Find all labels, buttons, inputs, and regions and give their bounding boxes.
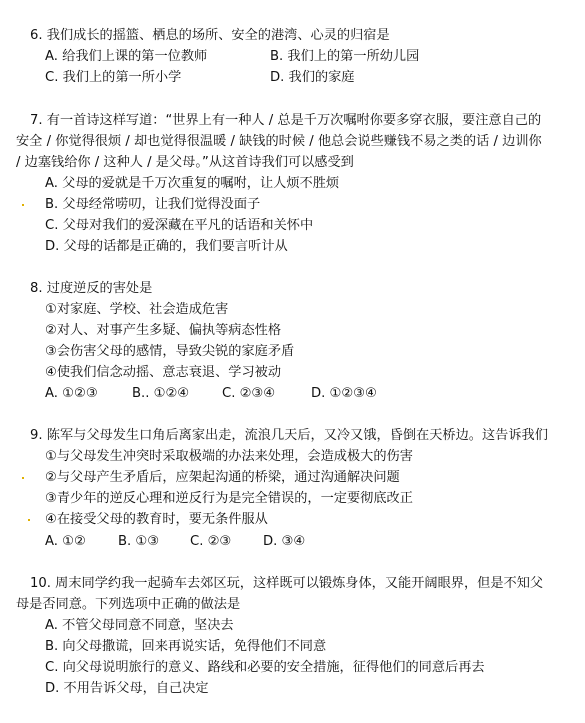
q10-option-b: B. 向父母撒谎，回来再说实话，免得他们不同意 — [45, 639, 327, 654]
q8-stem-line-1: 8. 过度逆反的害处是 — [30, 281, 153, 296]
stray-mark-q9-a — [22, 477, 24, 479]
q7-option-c: C. 父母对我们的爱深藏在平凡的话语和关怀中 — [45, 218, 314, 233]
q7-option-b: B. 父母经常唠叨，让我们觉得没面子 — [45, 197, 261, 212]
q7-option-a: A. 父母的爱就是千万次重复的嘱咐，让人烦不胜烦 — [45, 176, 340, 191]
stray-mark-q9-b — [28, 519, 30, 521]
q6-option-c: C. 我们上的第一所小学 — [45, 70, 182, 85]
q8-item-4: ④使我们信念动摇、意志衰退、学习被动 — [45, 365, 282, 380]
q9-option-a: A. ①② — [45, 534, 86, 549]
q7-option-d: D. 父母的话都是正确的，我们要言听计从 — [45, 239, 288, 254]
q9-stem-line-1: 9. 陈军与父母发生口角后离家出走，流浪几天后，又冷又饿，昏倒在天桥边。这告诉我们 — [30, 428, 548, 443]
q8-option-c: C. ②③④ — [222, 386, 276, 401]
q9-item-1: ①与父母发生冲突时采取极端的办法来处理，会造成极大的伤害 — [45, 449, 413, 464]
q6-option-a: A. 给我们上课的第一位教师 — [45, 49, 208, 64]
q8-item-3: ③会伤害父母的感情，导致尖锐的家庭矛盾 — [45, 344, 295, 359]
q8-option-d: D. ①②③④ — [311, 386, 377, 401]
stray-mark-q7 — [22, 204, 24, 206]
q10-option-a: A. 不管父母同意不同意，坚决去 — [45, 618, 234, 633]
q10-option-d: D. 不用告诉父母，自己决定 — [45, 681, 209, 696]
q7-stem-line-3: / 边塞钱给你 / 这种人 / 是父母。”从这首诗我们可以感受到 — [16, 155, 354, 170]
q6-option-d: D. 我们的家庭 — [270, 70, 355, 85]
q9-item-4: ④在接受父母的教育时，要无条件服从 — [45, 512, 268, 527]
q6-stem-line-1: 6. 我们成长的摇篮、栖息的场所、安全的港湾、心灵的归宿是 — [30, 28, 390, 43]
q9-option-c: C. ②③ — [190, 534, 232, 549]
q8-item-1: ①对家庭、学校、社会造成危害 — [45, 302, 229, 317]
q8-item-2: ②对人、对事产生多疑、偏执等病态性格 — [45, 323, 282, 338]
q10-stem-line-2: 母是否同意。下列选项中正确的做法是 — [16, 597, 241, 612]
q9-item-3: ③青少年的逆反心理和逆反行为是完全错误的，一定要彻底改正 — [45, 491, 413, 506]
q10-stem-line-1: 10. 周末同学约我一起骑车去郊区玩，这样既可以锻炼身体，又能开阔眼界，但是不知父 — [30, 576, 544, 591]
q10-option-c: C. 向父母说明旅行的意义、路线和必要的安全措施，征得他们的同意后再去 — [45, 660, 485, 675]
q9-option-d: D. ③④ — [263, 534, 306, 549]
q9-option-b: B. ①③ — [118, 534, 160, 549]
q7-stem-line-1: 7. 有一首诗这样写道：“世界上有一种人 / 总是千万次嘱咐你要多穿衣服，要注意自己的 — [30, 113, 542, 128]
q7-stem-line-2: 安全 / 你觉得很烦 / 却也觉得很温暖 / 缺钱的时候 / 他总会说些赚钱不易之类的话 / 边训你 — [16, 134, 542, 149]
q9-item-2: ②与父母产生矛盾后，应架起沟通的桥梁，通过沟通解决问题 — [45, 470, 400, 485]
q8-option-a: A. ①②③ — [45, 386, 98, 401]
q6-option-b: B. 我们上的第一所幼儿园 — [270, 49, 420, 64]
q8-option-b: B.. ①②④ — [132, 386, 190, 401]
